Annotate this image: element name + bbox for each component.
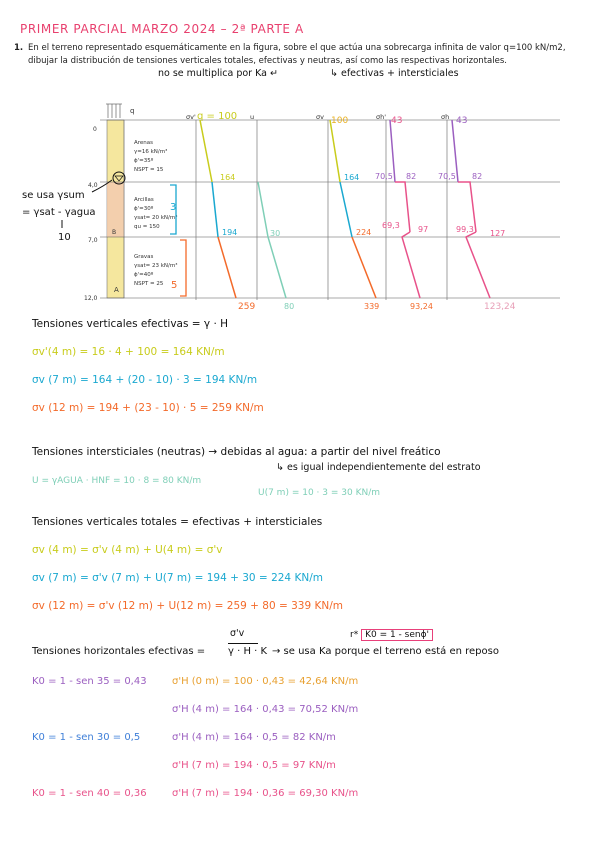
- header-sh-value: 43: [456, 116, 468, 126]
- sv-eff-layer1: [200, 120, 212, 182]
- layer-1-prop: γ=16 kN/m³: [134, 149, 168, 155]
- sv-total-layer2: [340, 182, 352, 237]
- sv-total-layer1: [330, 120, 340, 182]
- sh-7b: 127: [490, 229, 506, 238]
- k0-row-1: K0 = 1 - sen 35 = 0,43: [32, 676, 147, 687]
- effective-heading: Tensiones verticales efectivas = γ · H: [32, 318, 229, 330]
- page-title: PRIMER PARCIAL MARZO 2024 – 2ª PARTE A: [20, 22, 304, 36]
- fraction-bar: [228, 643, 258, 644]
- depth-0: 0: [93, 126, 97, 133]
- sv-eff-layer3: [218, 237, 236, 298]
- sh-row-1: σ'H (0 m) = 100 · 0,43 = 42,64 KN/m: [172, 676, 359, 687]
- horizontal-heading-mid: γ · H · K: [228, 646, 268, 657]
- pore-heading: Tensiones intersticiales (neutras) → debidas al agua: a partir del nivel freático: [32, 446, 441, 458]
- thickness-5: 5: [171, 280, 178, 291]
- effective-line-4m: σv'(4 m) = 16 · 4 + 100 = 164 KN/m: [32, 346, 225, 358]
- top-note-left: no se multiplica por Ka ↵: [158, 68, 278, 79]
- sh-12: 123,24: [484, 302, 516, 312]
- u-12: 80: [284, 302, 295, 311]
- sv-7: 224: [356, 228, 372, 237]
- sv-12: 339: [364, 302, 380, 311]
- depth-7: 7,0: [88, 237, 98, 244]
- k0-row-5: K0 = 1 - sen 40 = 0,36: [32, 788, 147, 799]
- question-body: En el terreno representado esquemáticamente en la figura, sobre el que actúa una sobrecarga infinita de valor q=100 kN/m2, dibujar la distribución de tensiones verticales totales, efectivas y neutras, así como las respectivas horizontales.: [28, 43, 566, 66]
- layer-3-prop: NSPT = 25: [134, 281, 164, 287]
- sh-row-4: σ'H (7 m) = 194 · 0,5 = 97 KN/m: [172, 760, 336, 771]
- layer-1-prop: NSPT = 15: [134, 167, 164, 173]
- header-sv-value: 100: [331, 116, 349, 126]
- effective-line-7m: σv (7 m) = 164 + (20 - 10) · 3 = 194 KN/m: [32, 374, 258, 386]
- layer-2-name: Arcillas: [134, 197, 154, 203]
- question-number: 1.: [14, 43, 24, 53]
- layer-3-prop: ϕ'=40º: [134, 272, 154, 278]
- sv-eff-4: 164: [220, 173, 236, 182]
- top-note-right: ↳ efectivas + intersticiales: [330, 68, 459, 79]
- layer-3-prop: γsat= 23 kN/m³: [134, 263, 178, 269]
- side-note-3: 10: [58, 232, 71, 243]
- q-label: q: [130, 107, 135, 115]
- sh-eff-7a: 69,3: [382, 221, 400, 230]
- total-line-7m: σv (7 m) = σ'v (7 m) + U(7 m) = 194 + 30 = 224 KN/m: [32, 572, 323, 584]
- sh-7a: 99,3: [456, 225, 474, 234]
- layer-2-prop: ϕ'=30º: [134, 206, 154, 212]
- sh-eff-7b: 97: [418, 225, 429, 234]
- sv-eff-12: 259: [238, 302, 256, 312]
- horizontal-heading-pre: Tensiones horizontales efectivas =: [32, 646, 206, 657]
- k0-box: K0 = 1 - senϕ': [361, 629, 433, 641]
- sh-eff-4a: 70,5: [375, 172, 393, 181]
- pore-line-2: U(7 m) = 10 · 3 = 30 KN/m: [258, 488, 380, 498]
- header-u: u: [250, 113, 255, 121]
- layer-1-prop: ϕ'=35º: [134, 158, 154, 164]
- sv-total-layer3: [352, 237, 376, 298]
- total-line-4m: σv (4 m) = σ'v (4 m) + U(4 m) = σ'v: [32, 544, 223, 556]
- horizontal-heading-post: → se usa Ka porque el terreno está en reposo: [272, 646, 499, 657]
- sh-eff-step2: [402, 232, 420, 298]
- horizontal-fraction-top: σ'v: [230, 628, 245, 639]
- sv-4: 164: [344, 173, 360, 182]
- sv-eff-layer2: [212, 182, 218, 237]
- surcharge-arrows: [106, 104, 122, 118]
- header-sh-eff: σh': [376, 113, 387, 121]
- layer-1-name: Arenas: [134, 140, 154, 146]
- sh-4a: 70,5: [438, 172, 456, 181]
- header-sv-eff: σv': [186, 113, 196, 121]
- sh-row-2: σ'H (4 m) = 164 · 0,43 = 70,52 KN/m: [172, 704, 359, 715]
- layer-2-prop: qu = 150: [134, 224, 160, 230]
- total-heading: Tensiones verticales totales = efectivas + intersticiales: [32, 516, 323, 528]
- u-line: [258, 182, 286, 298]
- sh-row-3: σ'H (4 m) = 164 · 0,5 = 82 KN/m: [172, 732, 336, 743]
- sh-row-5: σ'H (7 m) = 194 · 0,36 = 69,30 KN/m: [172, 788, 359, 799]
- depth-4: 4,0: [88, 182, 98, 189]
- thickness-3: 3: [170, 202, 177, 213]
- sh-4b: 82: [472, 172, 483, 181]
- sh-eff-12: 93,24: [410, 302, 433, 311]
- total-line-12m: σv (12 m) = σ'v (12 m) + U(12 m) = 259 + 80 = 339 KN/m: [32, 600, 343, 612]
- depth-12: 12,0: [84, 295, 98, 302]
- header-sv: σv: [316, 113, 324, 121]
- sv-eff-7: 194: [222, 228, 238, 237]
- pore-subnote: ↳ es igual independientemente del estrato: [276, 462, 481, 473]
- side-note-1: se usa γsum: [22, 190, 85, 201]
- effective-line-12m: σv (12 m) = 194 + (23 - 10) · 5 = 259 KN/m: [32, 402, 264, 414]
- sh-eff-4b: 82: [406, 172, 417, 181]
- pore-line-1: U = γAGUA · HNF = 10 · 8 = 80 KN/m: [32, 476, 202, 486]
- u-7: 30: [270, 229, 281, 238]
- header-sh: σh: [441, 113, 450, 121]
- soil-stress-diagram: [0, 0, 600, 330]
- header-sh-eff-value: 43: [391, 116, 403, 126]
- point-a: A: [114, 286, 119, 294]
- k0-note: [350, 630, 433, 640]
- k0-prefix: r*: [350, 630, 359, 640]
- point-b: B: [112, 229, 117, 236]
- sh-total-step2: [466, 232, 490, 298]
- side-note-2: = γsat - γagua: [22, 207, 96, 218]
- layer-2-prop: γsat= 20 kN/m³: [134, 215, 178, 221]
- k0-row-3: K0 = 1 - sen 30 = 0,5: [32, 732, 141, 743]
- layer-3-name: Gravas: [134, 254, 154, 260]
- header-sv-eff-value: q = 100: [197, 111, 238, 122]
